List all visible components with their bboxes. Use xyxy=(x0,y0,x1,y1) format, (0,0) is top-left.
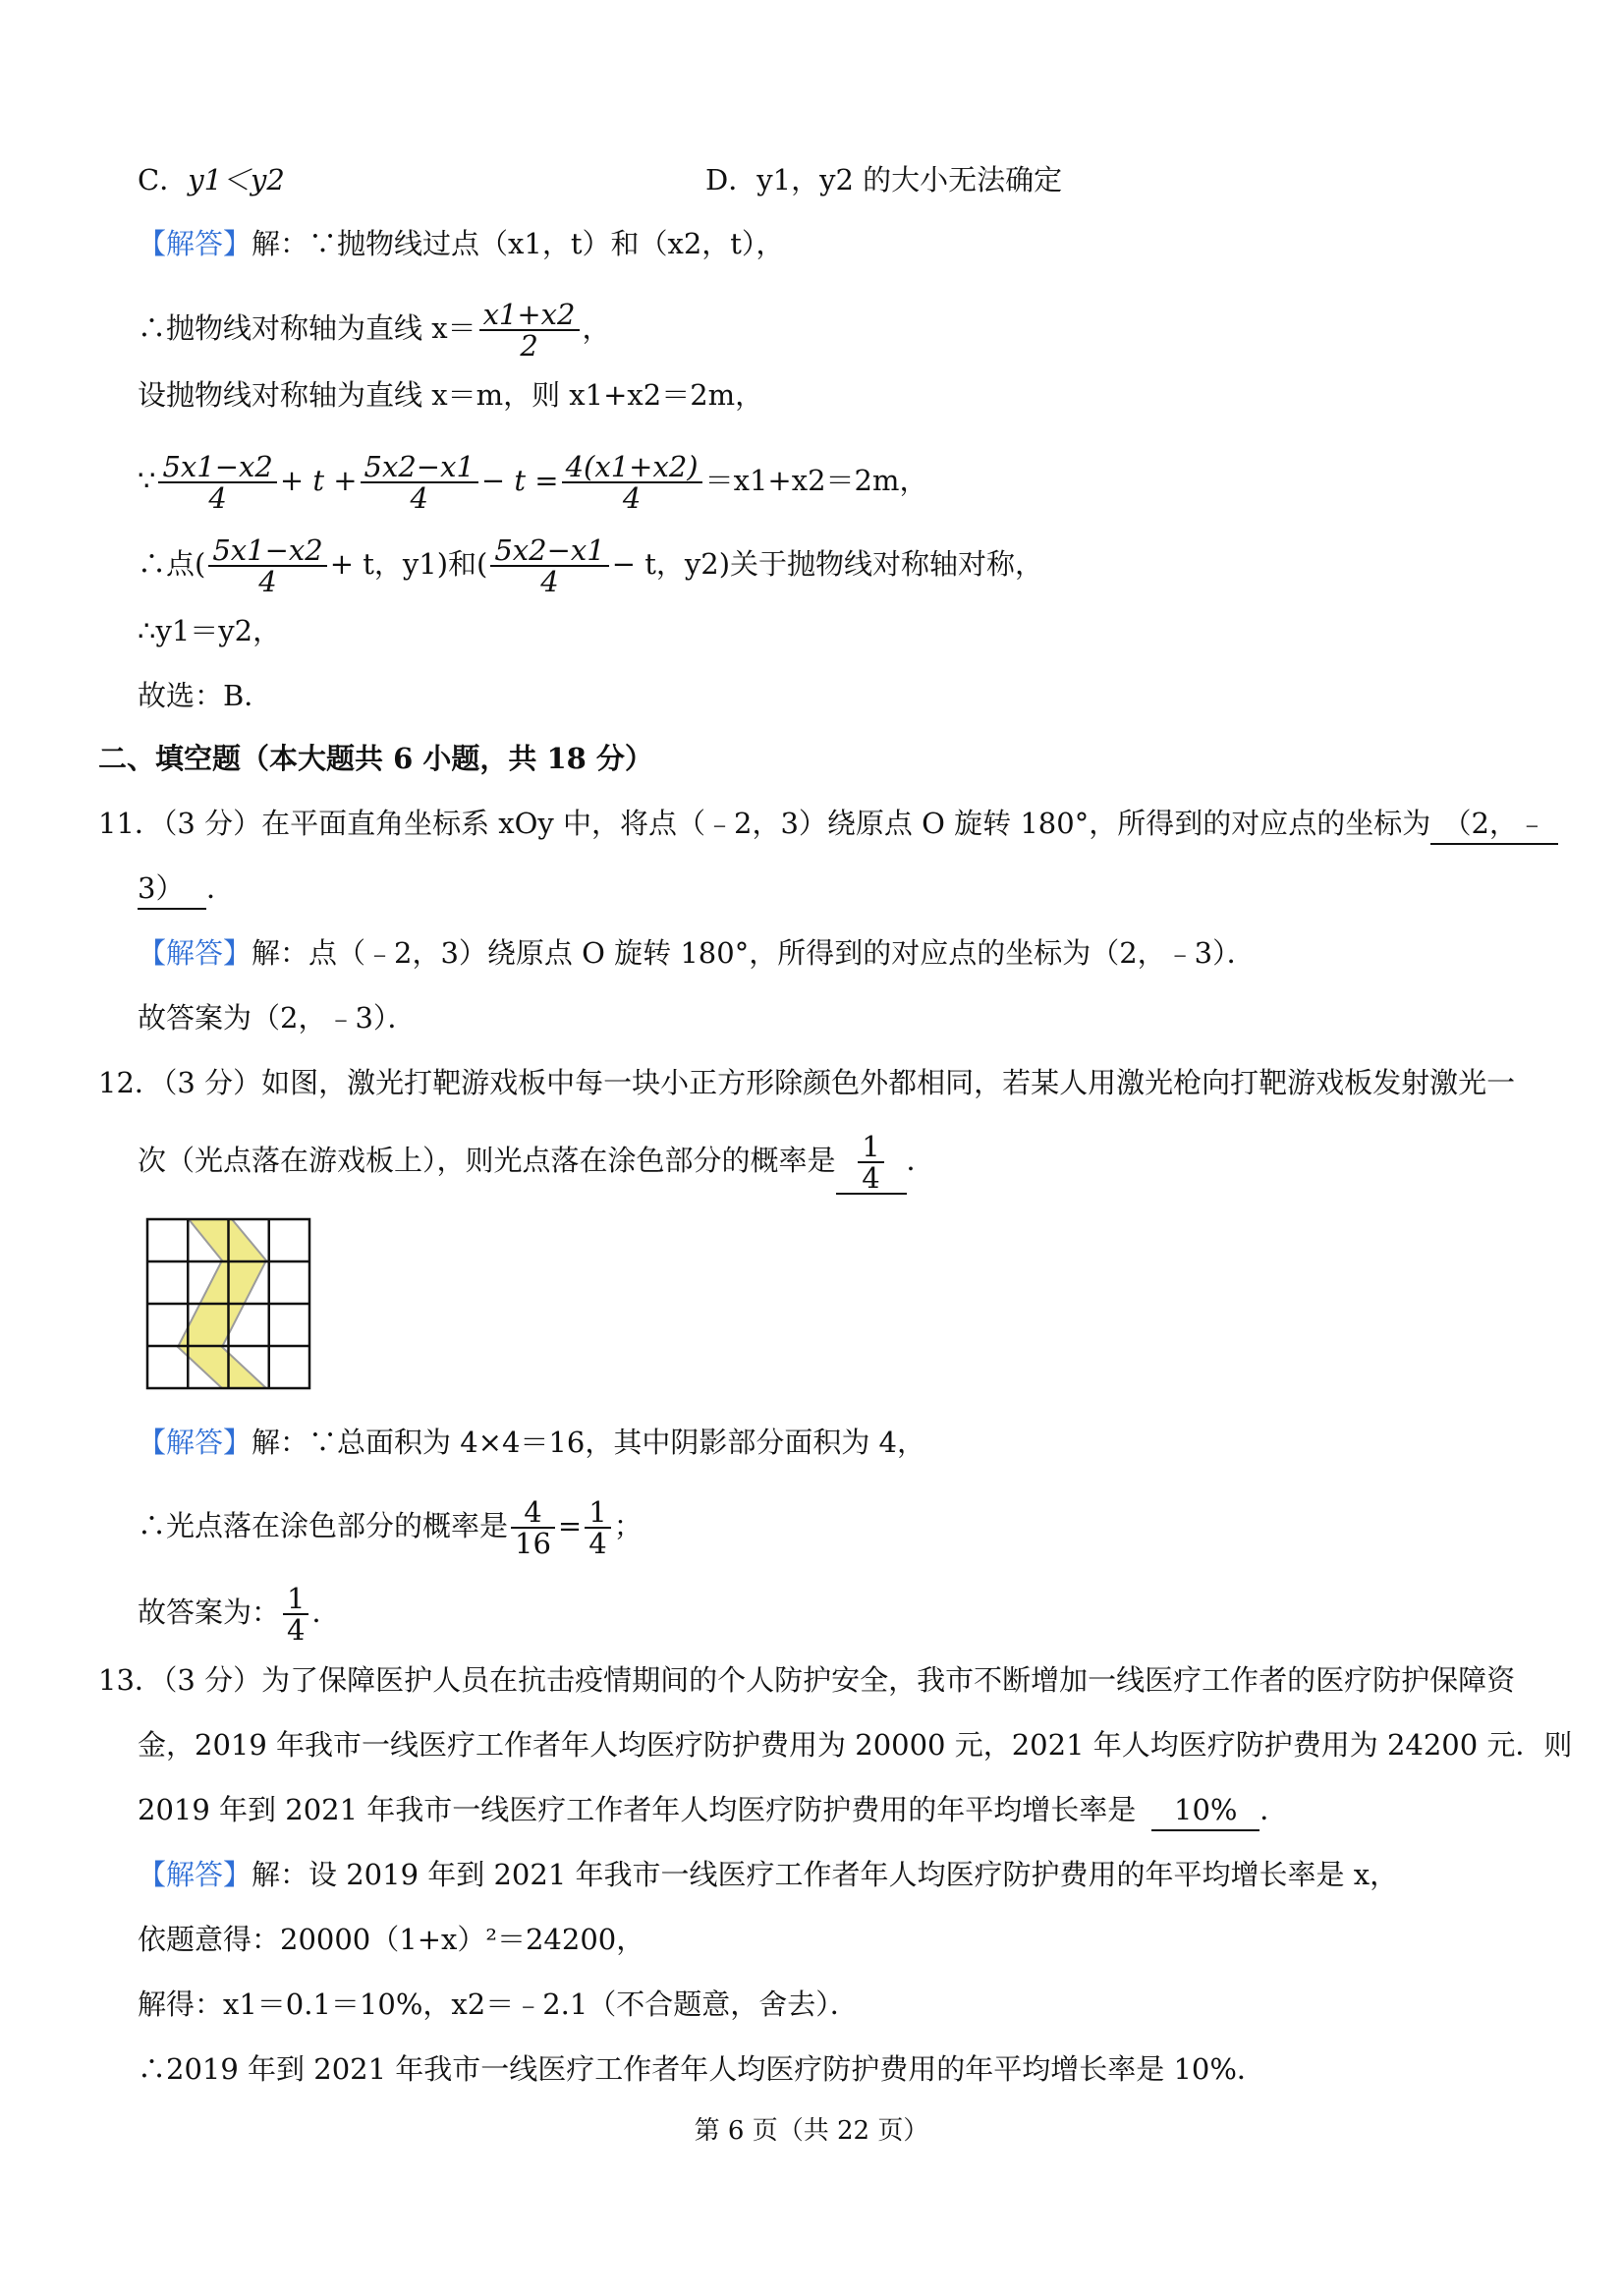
q13-solution-line-4: ∴2019 年到 2021 年我市一线医疗工作者年人均医疗防护费用的年平均增长率是 10%． xyxy=(138,2052,1265,2086)
q11-answer-blank-cont: 3） xyxy=(138,868,206,910)
q10-solution-line-3: 设抛物线对称轴为直线 x＝m，则 x1+x2＝2m， xyxy=(138,378,764,412)
option-d: D．y1，y2 的大小无法确定 xyxy=(705,163,1063,196)
q10-solution-line-7: 故选：B． xyxy=(138,679,273,712)
q11-solution-line-1: 【解答】解：点（﹣2，3）绕原点 O 旋转 180°，所得到的对应点的坐标为（2，﹣3）． xyxy=(138,936,1256,970)
q12-solution-line-1: 【解答】解：∵总面积为 4×4＝16，其中阴影部分面积为 4， xyxy=(138,1426,926,1459)
q10-solution-line-1: 【解答】解：∵抛物线过点（x1，t）和（x2，t）， xyxy=(138,227,785,260)
target-board-figure xyxy=(145,1216,314,1391)
fraction: $\frac{4}{16}$ xyxy=(511,1497,555,1558)
fraction: $\frac{1}{4}$ xyxy=(585,1497,610,1558)
fraction: $\frac{5x2-x1}{4}$ xyxy=(361,452,478,513)
q12-solution-line-3: 故答案为： $\frac{1}{4}$ ． xyxy=(138,1582,341,1647)
q13-question-line-2: 金，2019 年我市一线医疗工作者年人均医疗防护费用为 20000 元，2021 年人均医疗防护费用为 24200 元．则 xyxy=(138,1728,1573,1762)
q10-solution-line-6: ∴y1＝y2， xyxy=(138,614,282,647)
q10-solution-line-2: ∴抛物线对称轴为直线 x＝ $\frac{x1+x2}{2}$ ， xyxy=(138,298,611,363)
q13-question-line-1: 13．（3 分）为了保障医护人员在抗击疫情期间的个人防护安全，我市不断增加一线医疗工作者的医疗防护保障资 xyxy=(98,1663,1516,1697)
fraction: $\frac{5x2-x1}{4}$ xyxy=(490,535,608,596)
q12-question-line-2: 次（光点落在游戏板上），则光点落在涂色部分的概率是 $\frac{1}{4}$ ． xyxy=(138,1130,935,1195)
q10-solution-line-4: ∵ $\frac{5x1-x2}{4}$ + t + $\frac{5x2-x1}{4}$ − t = $\frac{4(x1+x2)}{4}$ ＝x1+x2＝2m， xyxy=(138,450,928,515)
q10-solution-line-5: ∴点( $\frac{5x1-x2}{4}$ + t，y1)和( $\frac{5x2-x1}{4}$ − t，y2)关于抛物线对称轴对称， xyxy=(138,533,1044,598)
fraction: $\frac{x1+x2}{2}$ xyxy=(479,300,580,361)
q13-solution-line-2: 依题意得：20000（1+x）²＝24200， xyxy=(138,1923,645,1956)
q11-question-line-1: 11．（3 分）在平面直角坐标系 xOy 中，将点（﹣2，3）绕原点 O 旋转 180°，所得到的对应点的坐标为 （2，﹣ xyxy=(98,804,1558,845)
fraction: $\frac{5x1-x2}{4}$ xyxy=(208,535,326,596)
q11-answer-blank: （2，﹣ xyxy=(1430,804,1558,845)
fraction: $\frac{1}{4}$ xyxy=(283,1584,308,1645)
page-footer: 第 6 页（共 22 页） xyxy=(694,2116,929,2146)
grid-lines xyxy=(147,1219,309,1388)
q13-solution-line-1: 【解答】解：设 2019 年到 2021 年我市一线医疗工作者年人均医疗防护费用的年平均增长率是 x， xyxy=(138,1858,1399,1891)
fraction: $\frac{5x1-x2}{4}$ xyxy=(158,452,276,513)
option-d-text: y1，y2 的大小无法确定 xyxy=(756,163,1063,196)
q12-solution-line-2: ∴光点落在涂色部分的概率是 $\frac{4}{16}$ = $\frac{1}{4}$ ； xyxy=(138,1495,643,1560)
q13-answer-blank: 10% xyxy=(1151,1790,1259,1831)
q13-question-line-3: 2019 年到 2021 年我市一线医疗工作者年人均医疗防护费用的年平均增长率是 10% ． xyxy=(138,1790,1288,1831)
q11-solution-line-2: 故答案为（2，﹣3）． xyxy=(138,1001,417,1035)
q12-question-line-1: 12．（3 分）如图，激光打靶游戏板中每一块小正方形除颜色外都相同，若某人用激光枪向打靶游戏板发射激光一 xyxy=(98,1066,1516,1099)
option-c: C．y1＜y2 xyxy=(138,163,285,196)
q13-solution-line-3: 解得：x1＝0.1＝10%，x2＝﹣2.1（不合题意，舍去）． xyxy=(138,1988,859,2021)
q12-answer-blank: $\frac{1}{4}$ xyxy=(836,1132,907,1195)
fraction: $\frac{4(x1+x2)}{4}$ xyxy=(562,452,702,513)
section-title: 二、填空题（本大题共 6 小题，共 18 分） xyxy=(98,742,653,775)
solution-tag: 【解答】 xyxy=(138,227,252,260)
q11-question-line-2: 3） ． xyxy=(138,868,235,910)
option-c-text: y1＜y2 xyxy=(188,163,285,196)
